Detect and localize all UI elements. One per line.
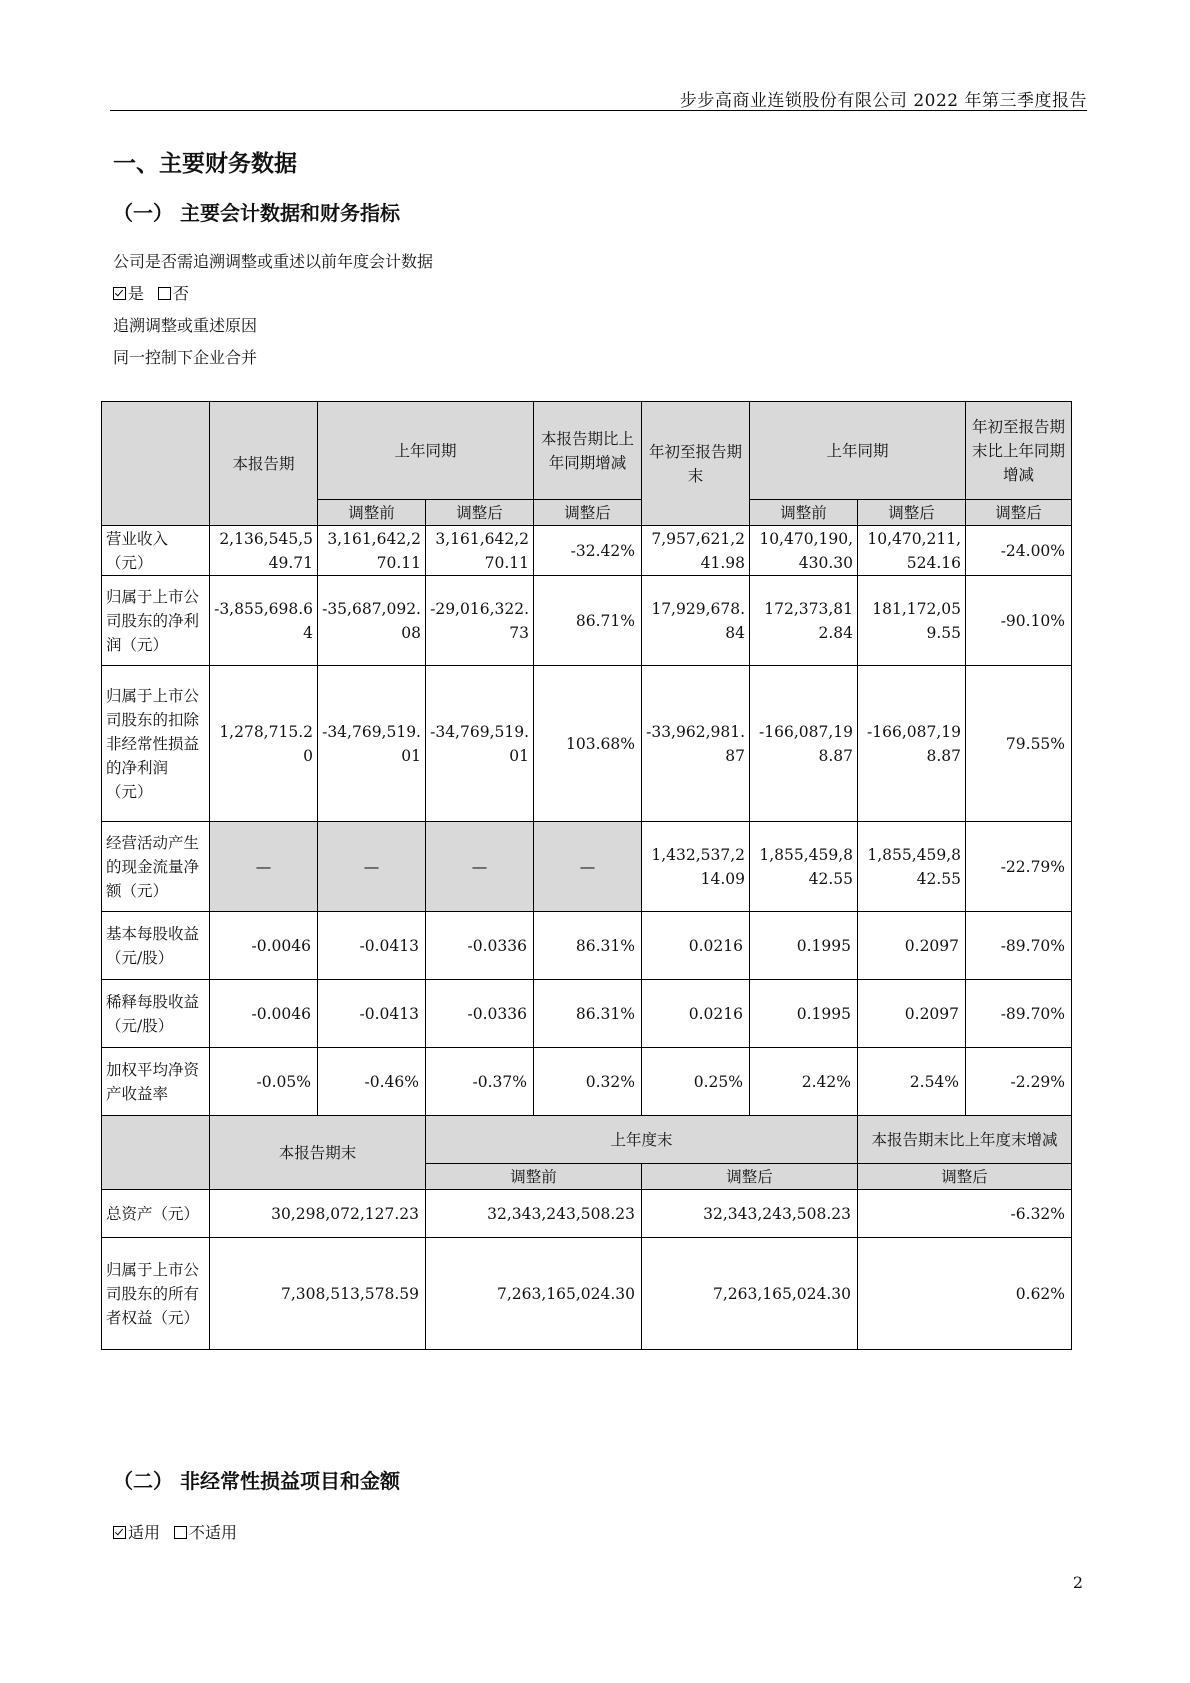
choice-no: 否 [173,284,190,303]
cell-change: 86.31% [534,912,642,980]
restatement-reason-label: 追溯调整或重述原因 [113,316,258,335]
applicability-choice [113,1520,237,1543]
cell-ytd-change: -89.70% [966,912,1072,980]
cell-ytd: 0.0216 [642,980,750,1048]
cell-ytd: 1,432,537,214.09 [642,822,750,912]
header-current-period: 本报告期 [210,402,318,526]
checked-box-icon [113,287,126,300]
cell-ytd: 0.0216 [642,912,750,980]
cell-ytd-change: -2.29% [966,1048,1072,1116]
cell-ytd-prev-before: 0.1995 [750,912,858,980]
cell-change: 0.62% [858,1238,1072,1350]
header-prev-same-period: 上年同期 [318,402,534,500]
header2-period-end: 本报告期末 [210,1116,426,1190]
cell-ytd-prev-after: 10,470,211,524.16 [858,526,966,576]
header2-change: 本报告期末比上年度末增减 [858,1116,1072,1164]
restatement-choice [113,281,189,304]
choice-not-applicable: 不适用 [189,1523,238,1542]
cell-change: 86.71% [534,576,642,666]
cell-ytd-prev-before: 2.42% [750,1048,858,1116]
table-row [102,1048,1072,1116]
cell-current: 2,136,545,549.71 [210,526,318,576]
table-row [102,912,1072,980]
cell-change: 0.32% [534,1048,642,1116]
row-label: 总资产（元） [102,1190,210,1238]
cell-period-end: 7,308,513,578.59 [210,1238,426,1350]
table-row [102,980,1072,1048]
subheader-after: 调整后 [426,500,534,526]
cell-current: -0.05% [210,1048,318,1116]
cell-change: — [534,822,642,912]
table-header-row-2 [102,1116,1072,1164]
cell-ytd-change: 79.55% [966,666,1072,822]
cell-prev-before: -35,687,092.08 [318,576,426,666]
cell-ytd-prev-after: 0.2097 [858,912,966,980]
table-row [102,822,1072,912]
cell-ytd-change: -89.70% [966,980,1072,1048]
cell-prev-after: -29,016,322.73 [426,576,534,666]
cell-ytd-change: -24.00% [966,526,1072,576]
page-number: 2 [1072,1573,1083,1592]
cell-prev-after: — [426,822,534,912]
row-label: 归属于上市公司股东的所有者权益（元） [102,1238,210,1350]
cell-current: -0.0046 [210,980,318,1048]
cell-ytd-prev-after: -166,087,198.87 [858,666,966,822]
cell-ytd-prev-after: 0.2097 [858,980,966,1048]
subheader-before: 调整前 [318,500,426,526]
cell-ytd-prev-before: 1,855,459,842.55 [750,822,858,912]
row-label: 营业收入（元） [102,526,210,576]
cell-ytd-prev-after: 1,855,459,842.55 [858,822,966,912]
cell-current: -0.0046 [210,912,318,980]
header-prev-same-period-2: 上年同期 [750,402,966,500]
header-ytd: 年初至报告期末 [642,402,750,526]
choice-yes: 是 [128,284,145,303]
cell-prev-before: -0.0413 [318,912,426,980]
cell-ytd-prev-after: 2.54% [858,1048,966,1116]
row-label: 归属于上市公司股东的扣除非经常性损益的净利润（元） [102,666,210,822]
cell-prev-before: — [318,822,426,912]
cell-ytd-change: -22.79% [966,822,1072,912]
cell-ytd: 7,957,621,241.98 [642,526,750,576]
restatement-reason-value: 同一控制下企业合并 [113,348,258,367]
report-header: 步步高商业连锁股份有限公司 2022 年第三季度报告 [679,91,1087,111]
table-row [102,1238,1072,1350]
cell-ytd: -33,962,981.87 [642,666,750,822]
subheader-after-2: 调整后 [858,500,966,526]
header-rule [110,110,1087,111]
header2-prev-year-end: 上年度末 [426,1116,858,1164]
cell-prev-after: -0.37% [426,1048,534,1116]
subsection-title-2: （二） 非经常性损益项目和金额 [113,1469,400,1493]
cell-prev-before: -0.0413 [318,980,426,1048]
section-title: 一、主要财务数据 [113,150,297,177]
cell-prev-after: -0.0336 [426,912,534,980]
restatement-question: 公司是否需追溯调整或重述以前年度会计数据 [113,252,434,271]
cell-ytd: 0.25% [642,1048,750,1116]
cell-prev-before: 32,343,243,508.23 [426,1190,642,1238]
subheader2-change-after: 调整后 [858,1164,1072,1190]
header-ytd-change: 年初至报告期末比上年同期增减 [966,402,1072,500]
cell-current: -3,855,698.64 [210,576,318,666]
subheader-before-2: 调整前 [750,500,858,526]
cell-prev-before: 7,263,165,024.30 [426,1238,642,1350]
cell-prev-after: 7,263,165,024.30 [642,1238,858,1350]
cell-ytd-prev-after: 181,172,059.55 [858,576,966,666]
cell-ytd-prev-before: -166,087,198.87 [750,666,858,822]
row-label: 加权平均净资产收益率 [102,1048,210,1116]
header-blank-cell [102,402,210,526]
cell-change: 103.68% [534,666,642,822]
cell-change: 86.31% [534,980,642,1048]
header2-blank-cell [102,1116,210,1190]
unchecked-box-icon [158,287,171,300]
choice-applicable: 适用 [128,1523,161,1542]
cell-current: 1,278,715.20 [210,666,318,822]
row-label: 基本每股收益（元/股） [102,912,210,980]
subheader2-after: 调整后 [642,1164,858,1190]
table-header-row [102,402,1072,500]
unchecked-box-icon [174,1526,187,1539]
cell-prev-after: 3,161,642,270.11 [426,526,534,576]
financial-data-table [101,401,1072,1350]
header-change: 本报告期比上年同期增减 [534,402,642,500]
table-row [102,1190,1072,1238]
subheader-change-after: 调整后 [534,500,642,526]
cell-ytd-prev-before: 0.1995 [750,980,858,1048]
table-row [102,666,1072,822]
table-row [102,526,1072,576]
cell-change: -6.32% [858,1190,1072,1238]
cell-ytd-change: -90.10% [966,576,1072,666]
cell-prev-after: -34,769,519.01 [426,666,534,822]
subheader2-before: 调整前 [426,1164,642,1190]
subsection-title-1: （一） 主要会计数据和财务指标 [113,201,400,225]
cell-change: -32.42% [534,526,642,576]
checked-box-icon [113,1526,126,1539]
cell-ytd: 17,929,678.84 [642,576,750,666]
cell-prev-after: -0.0336 [426,980,534,1048]
table-row [102,576,1072,666]
row-label: 稀释每股收益（元/股） [102,980,210,1048]
cell-prev-before: -0.46% [318,1048,426,1116]
cell-period-end: 30,298,072,127.23 [210,1190,426,1238]
cell-prev-after: 32,343,243,508.23 [642,1190,858,1238]
subheader-ytd-change-after: 调整后 [966,500,1072,526]
cell-current: — [210,822,318,912]
cell-ytd-prev-before: 172,373,812.84 [750,576,858,666]
row-label: 经营活动产生的现金流量净额（元） [102,822,210,912]
cell-ytd-prev-before: 10,470,190,430.30 [750,526,858,576]
row-label: 归属于上市公司股东的净利润（元） [102,576,210,666]
cell-prev-before: -34,769,519.01 [318,666,426,822]
cell-prev-before: 3,161,642,270.11 [318,526,426,576]
